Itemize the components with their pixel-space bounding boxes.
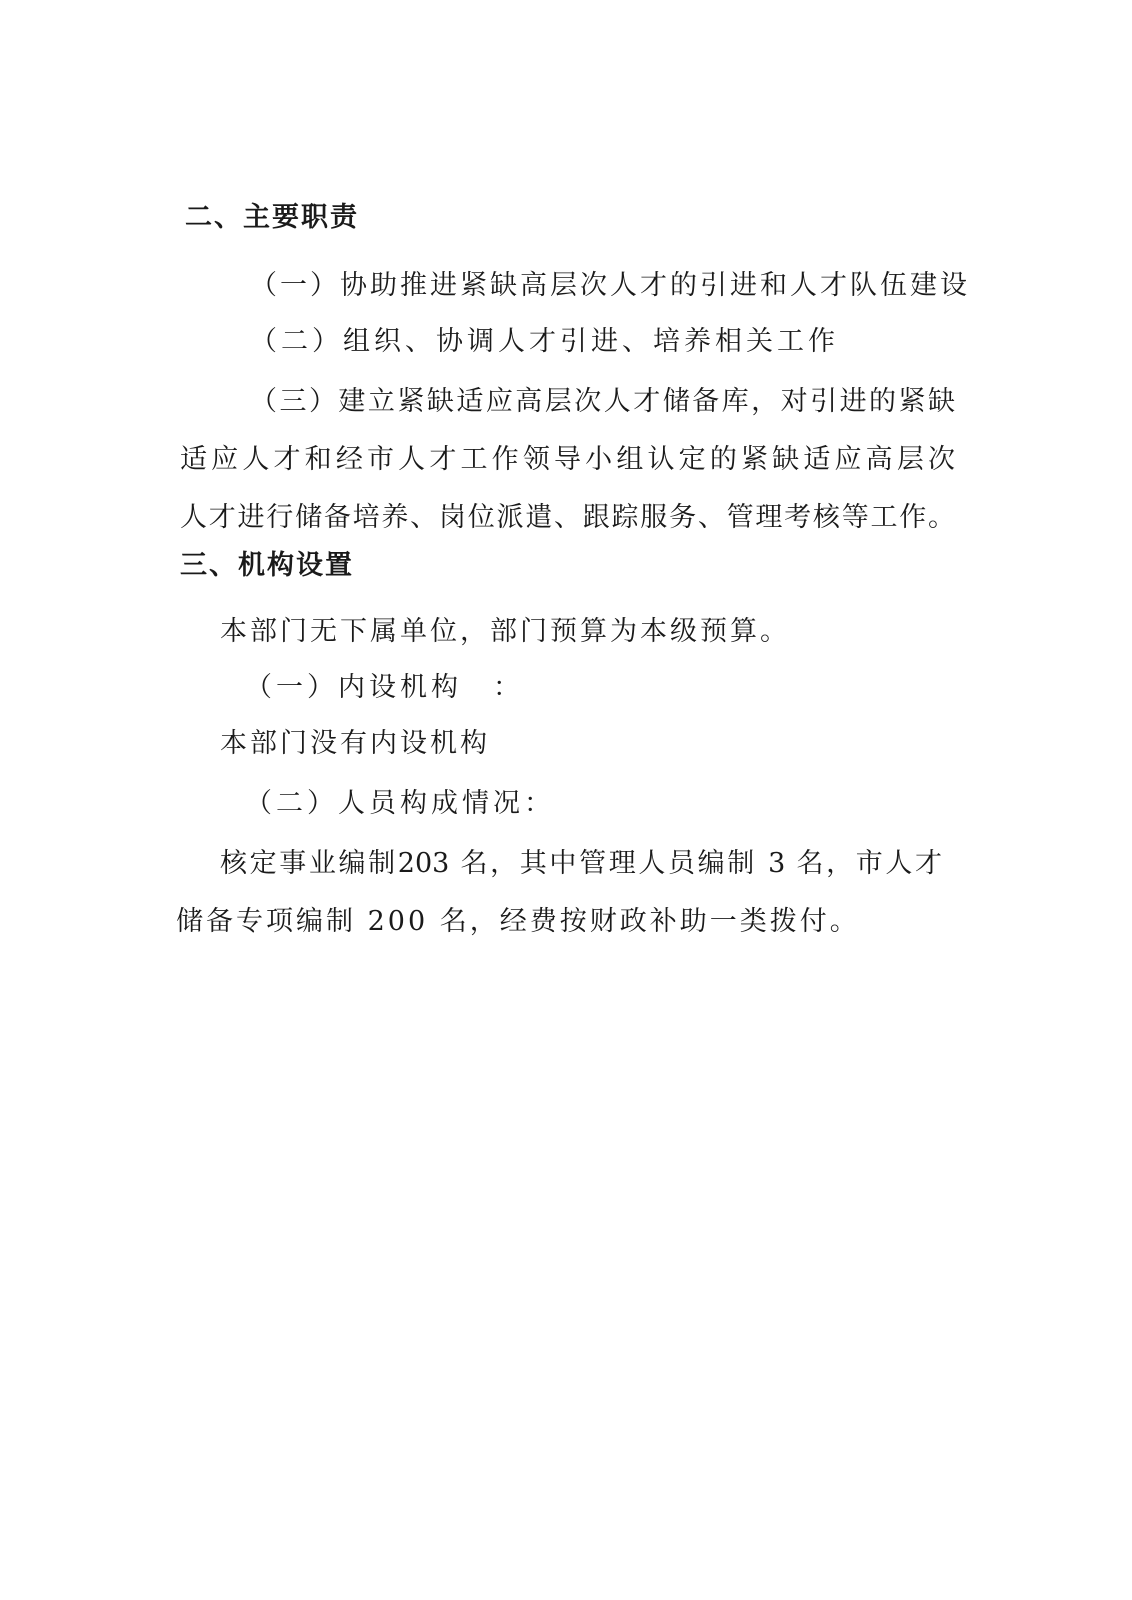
duty-item-3-line-3: 人才进行储备培养、岗位派遣、跟踪服务、管理考核等工作。	[180, 502, 955, 533]
organization-intro: 本部门无下属单位，部门预算为本级预算。	[220, 616, 790, 647]
internal-structure-text: 本部门没有内设机构	[220, 728, 490, 759]
duty-item-2: （二）组织、协调人才引进、培养相关工作	[250, 326, 839, 357]
staff-composition-line-2: 储备专项编制 200 名，经费按财政补助一类拨付。	[176, 906, 860, 937]
staff-composition-title: （二）人员构成情况：	[245, 788, 555, 819]
section-heading-duties: 二、主要职责	[185, 202, 359, 233]
duty-item-3-line-2: 适应人才和经市人才工作领导小组认定的紧缺适应高层次	[180, 444, 955, 475]
internal-structure-title: （一）内设机构 ：	[245, 672, 524, 703]
duty-item-1: （一）协助推进紧缺高层次人才的引进和人才队伍建设	[250, 270, 970, 301]
staff-composition-line-1: 核定事业编制203 名，其中管理人员编制 3 名，市人才	[220, 848, 942, 879]
section-heading-organization: 三、机构设置	[180, 550, 354, 581]
duty-item-3-line-1: （三）建立紧缺适应高层次人才储备库，对引进的紧缺	[250, 386, 955, 417]
